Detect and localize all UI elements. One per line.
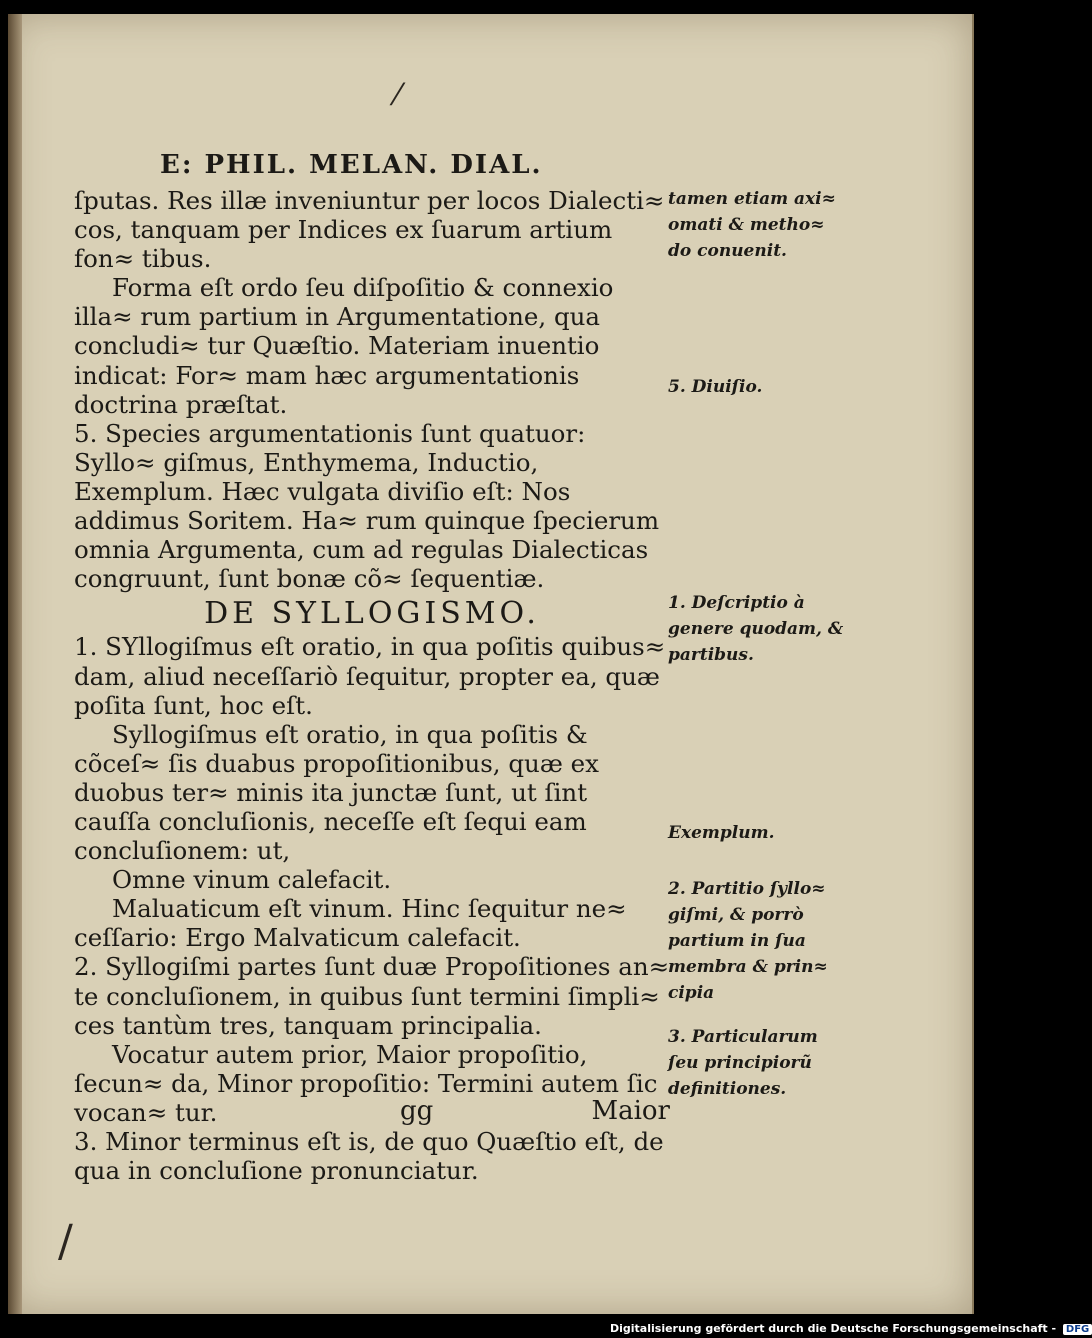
dfg-logo: DFG: [1063, 1324, 1092, 1335]
pen-mark-bottom: /: [58, 1216, 73, 1267]
digitization-credit: [610, 1322, 1092, 1335]
margin-note: 5. Diuiſio.: [668, 377, 763, 397]
margin-note: 1. Deſcriptio à genere quodam, & partibus.: [668, 593, 844, 665]
pen-mark: ⁄: [395, 78, 401, 113]
section-heading: DE SYLLOGISMO.: [204, 596, 540, 632]
page-spine-shadow: [8, 14, 22, 1314]
paragraph: Vocatur autem prior, Maior propoſitio, ſecun≈ da, Minor propoſitio: Termini autem ſic vocan≈ tur.: [74, 1039, 658, 1127]
paragraph: Maluaticum eſt vinum. Hinc ſequitur ne≈ ceſſario: Ergo Malvaticum calefacit.: [74, 894, 627, 953]
catchword: Maior: [591, 1096, 670, 1126]
running-header: E: PHIL. MELAN. DIAL.: [160, 150, 543, 180]
paragraph: ſputas. Res illæ inveniuntur per locos Dialecti≈ cos, tanquam per Indices ex ſuarum artium fon≈ tibus.: [74, 186, 665, 274]
body-text: [74, 186, 670, 1185]
signature-mark: gg: [400, 1096, 434, 1126]
margin-note: tamen etiam axi≈ omati & metho≈ do conuenit.: [668, 189, 836, 261]
paragraph: 5. Species argumentationis ſunt quatuor: Syllo≈ giſmus, Enthymema, Inductio, Exemplum. Hæc vulgata diviſio eſt: Nos addimus Soritem. Ha≈ rum quinque ſpecierum omnia Argumenta, cum ad regulas Dialecticas congruunt, ſunt bonæ cõ≈ ſequentiæ.: [74, 418, 660, 594]
margin-note: 3. Particularum ſeu principiorũ definitiones.: [668, 1027, 818, 1099]
paragraph: 3. Minor terminus eſt is, de quo Quæſtio eſt, de qua in concluſione pronunciatur.: [74, 1127, 664, 1186]
margin-note: 2. Partitio ſyllo≈ giſmi, & porrò partium in ſua membra & prin≈ cipia: [668, 879, 828, 1003]
paragraph: 2. Syllogiſmi partes ſunt duæ Propoſitiones an≈ te concluſionem, in quibus ſunt termini ſimpli≈ ces tantùm tres, tanquam principalia.: [74, 952, 670, 1040]
paragraph: Syllogiſmus eſt oratio, in qua poſitis & cõceſ≈ ſis duabus propoſitionibus, quæ ex duobus ter≈ minis ita junctæ ſunt, ut ſint cauſſa concluſionis, neceſſe eſt ſequi eam concluſionem: ut,: [74, 719, 599, 866]
paragraph: Forma eſt ordo ſeu diſpoſitio & connexio illa≈ rum partium in Argumentatione, qua concludi≈ tur Quæſtio. Materiam inuentio indicat: For≈ mam hæc argumentationis doctrina præſtat.: [74, 273, 614, 419]
example-line: Omne vinum calefacit.: [112, 865, 392, 895]
paragraph: 1. SYllogiſmus eſt oratio, in qua poſitis quibus≈ dam, aliud neceſſariò ſequitur, propter ea, quæ poſita ſunt, hoc eſt.: [74, 632, 666, 720]
credit-text: Digitalisierung gefördert durch die Deutsche Forschungsgemeinschaft -: [610, 1322, 1057, 1335]
margin-note: Exemplum.: [668, 823, 775, 843]
